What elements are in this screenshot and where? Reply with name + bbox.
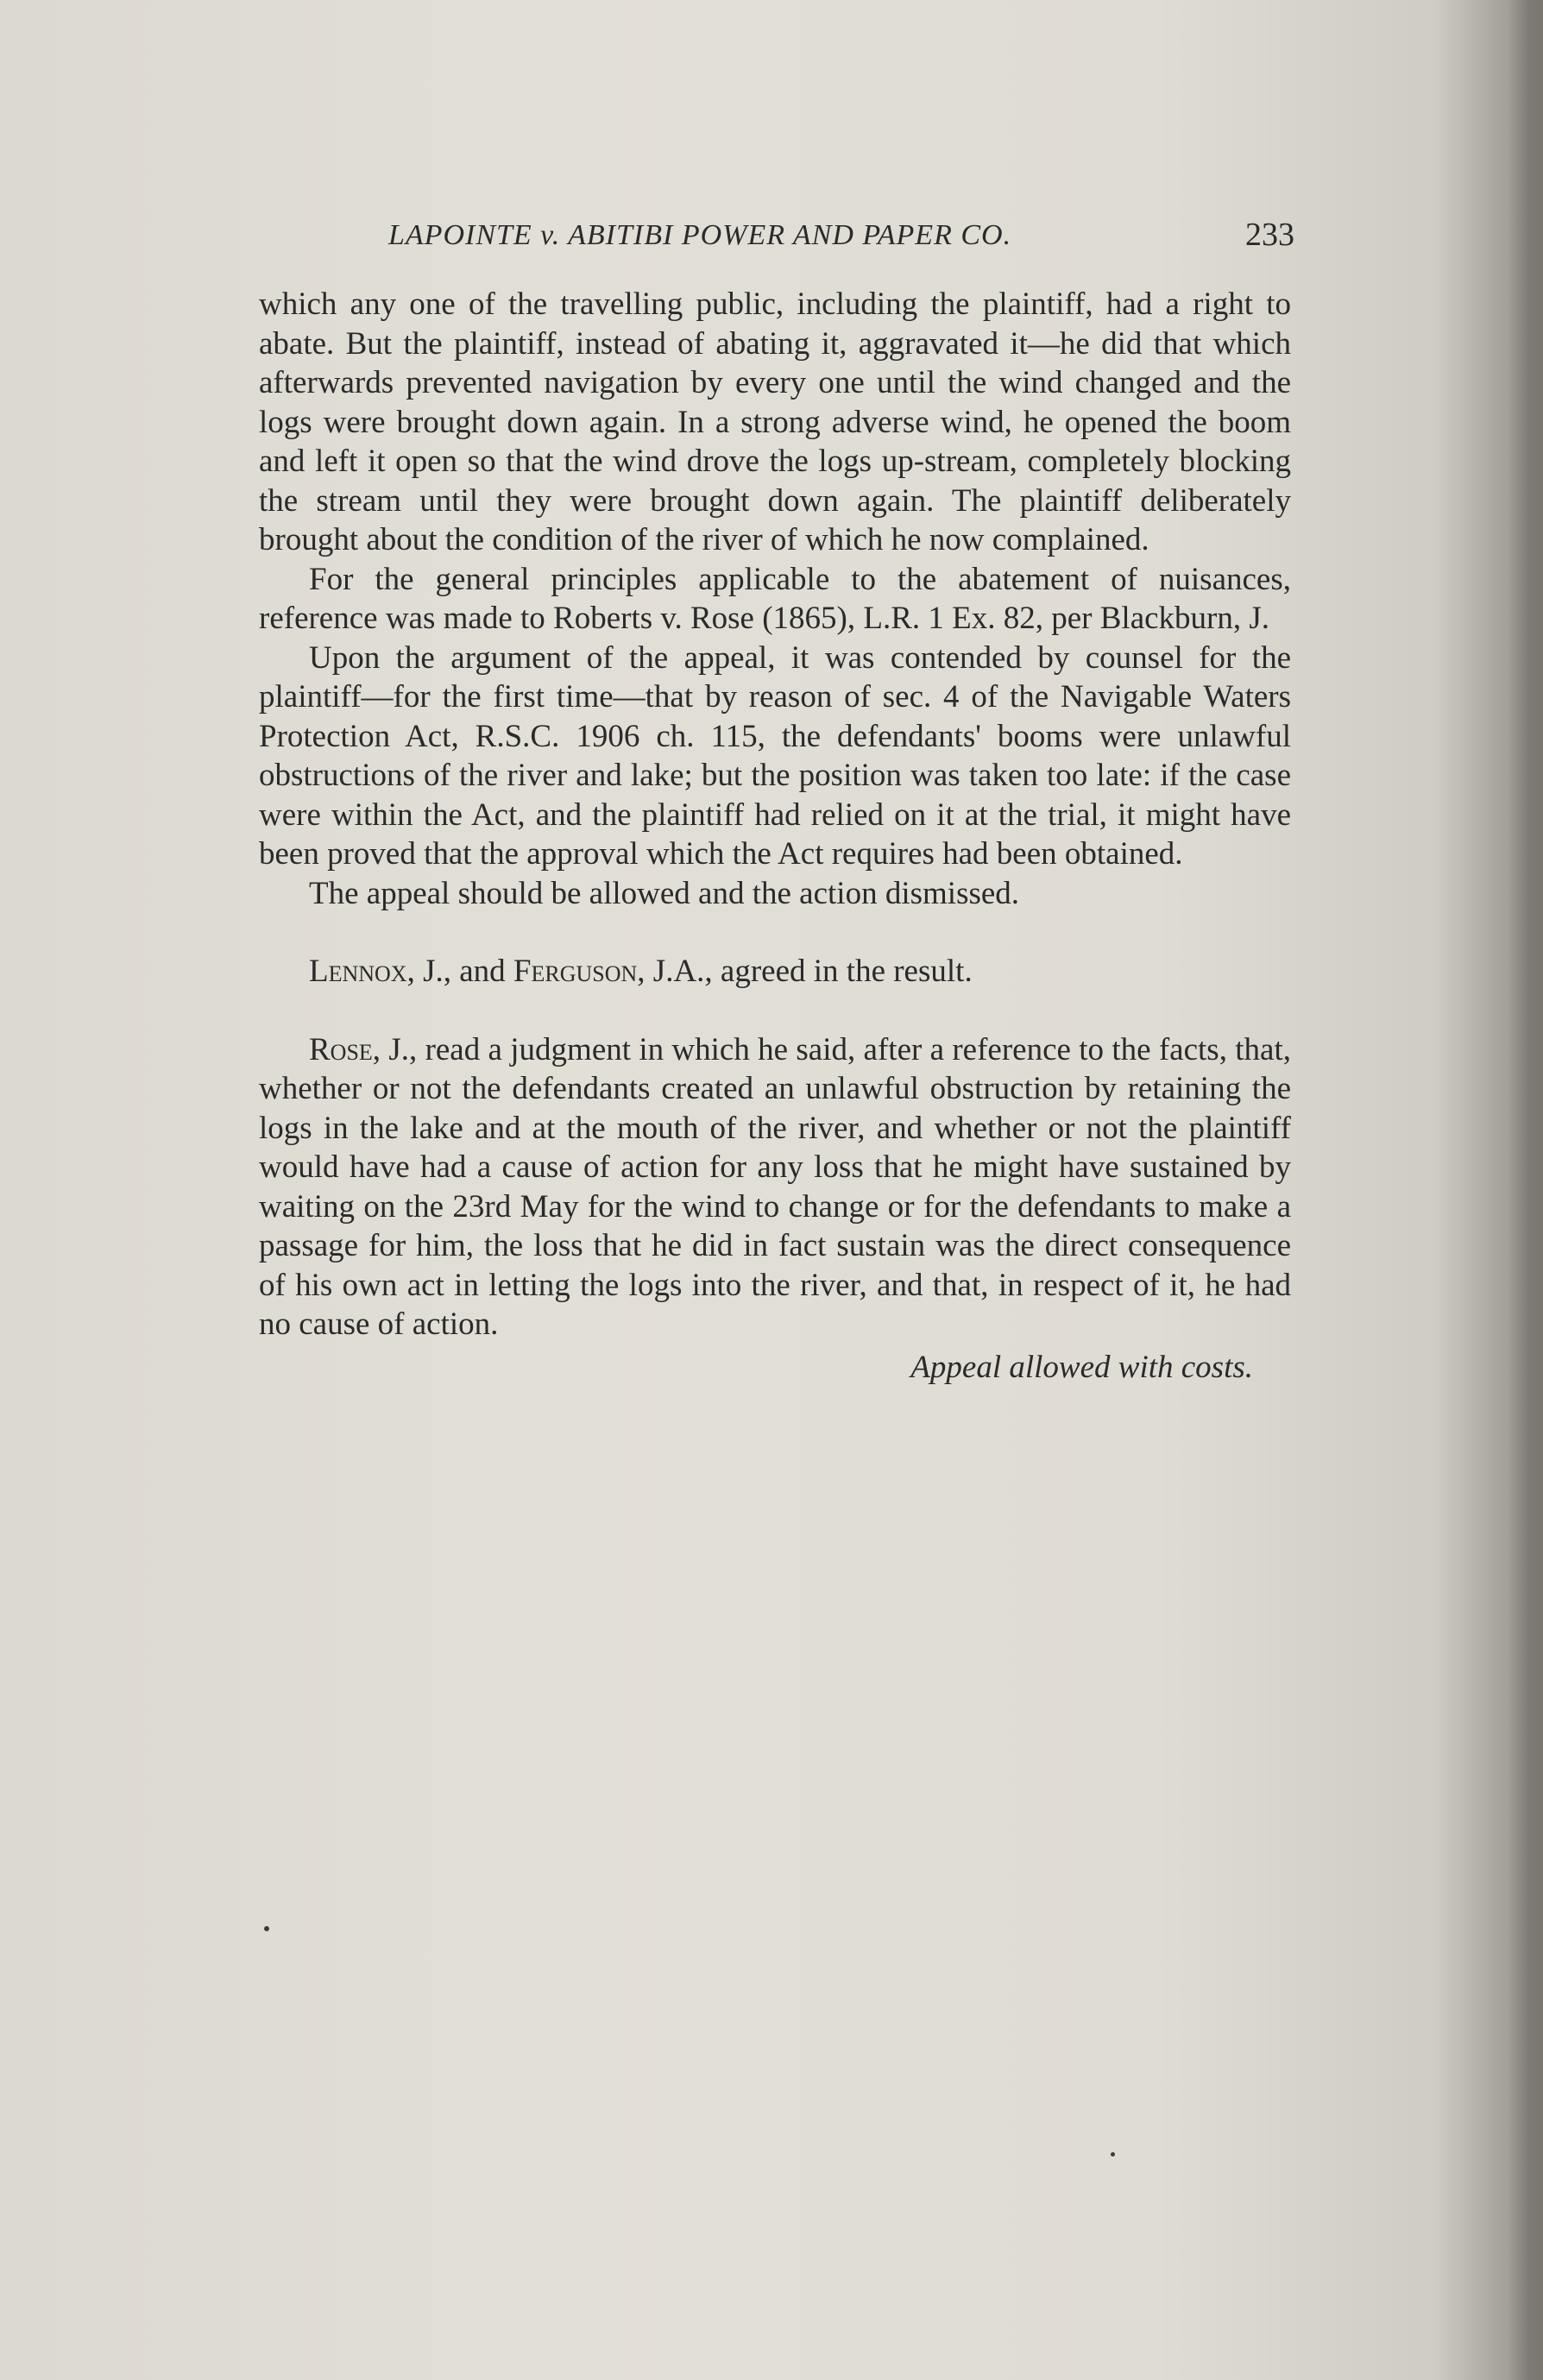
paragraph-6: [259, 1030, 1291, 1344]
paragraph-2: For the general principles applicable to the abatement of nuisances, reference was made to Roberts v. Rose (1865), L.R. 1 Ex. 82, per Blackburn, J.: [259, 561, 1291, 636]
paragraph-5-rest: , J.A., agreed in the result.: [637, 954, 973, 989]
page-binding-shadow: [1508, 0, 1543, 2380]
paragraph-4: The appeal should be allowed and the action dismissed.: [309, 875, 1020, 911]
running-head: [259, 211, 1294, 262]
judge-name-rose: Rose: [309, 1031, 373, 1067]
paragraph-5: [259, 952, 1291, 992]
body-text: [259, 285, 1291, 1387]
judge-name-ferguson: Ferguson: [513, 954, 638, 989]
paper-speck: [1111, 2152, 1115, 2156]
disposition: Appeal allowed with costs.: [910, 1349, 1253, 1385]
paragraph-5-mid: , J., and: [406, 954, 513, 989]
page-number: 233: [1245, 217, 1294, 253]
paragraph-6-rest: , J., read a judgment in which he said, after a reference to the facts, that, whether or not the defendants created an unlawful obstruction by retaining the logs in the lake and at the mouth of the river, and whether or not the plaintiff would have had a cause of action for any loss that he might have sustained by waiting on the 23rd May for the wind to change or for the defendants to make a passage for him, the loss that he did in fact sustain was the direct consequence of his own act in letting the logs into the river, and that, in respect of it, he had no cause of action.: [259, 1031, 1291, 1342]
paper-speck: [264, 1926, 269, 1931]
paragraph-1: which any one of the travelling public, including the plaintiff, had a right to abate. But the plaintiff, instead of abating it, aggravated it—he did that which afterwards prevented navigation by every one until the wind changed and the logs were brought down again. In a strong adverse wind, he opened the boom and left it open so that the wind drove the logs up-stream, completely blocking the stream until they were brought down again. The plaintiff deliberately brought about the condition of the river of which he now complained.: [259, 286, 1291, 557]
paragraph-3: Upon the argument of the appeal, it was contended by counsel for the plaintiff—for the first time—that by reason of sec. 4 of the Navigable Waters Protection Act, R.S.C. 1906 ch. 115, the defendants' booms were unlawful obstructions of the river and lake; but the position was taken too late: if the case were within the Act, and the plaintiff had relied on it at the trial, it might have been proved that the approval which the Act requires had been obtained.: [259, 639, 1291, 872]
running-title: LAPOINTE v. ABITIBI POWER AND PAPER CO.: [388, 219, 1012, 251]
judge-name-lennox: Lennox: [309, 954, 407, 989]
